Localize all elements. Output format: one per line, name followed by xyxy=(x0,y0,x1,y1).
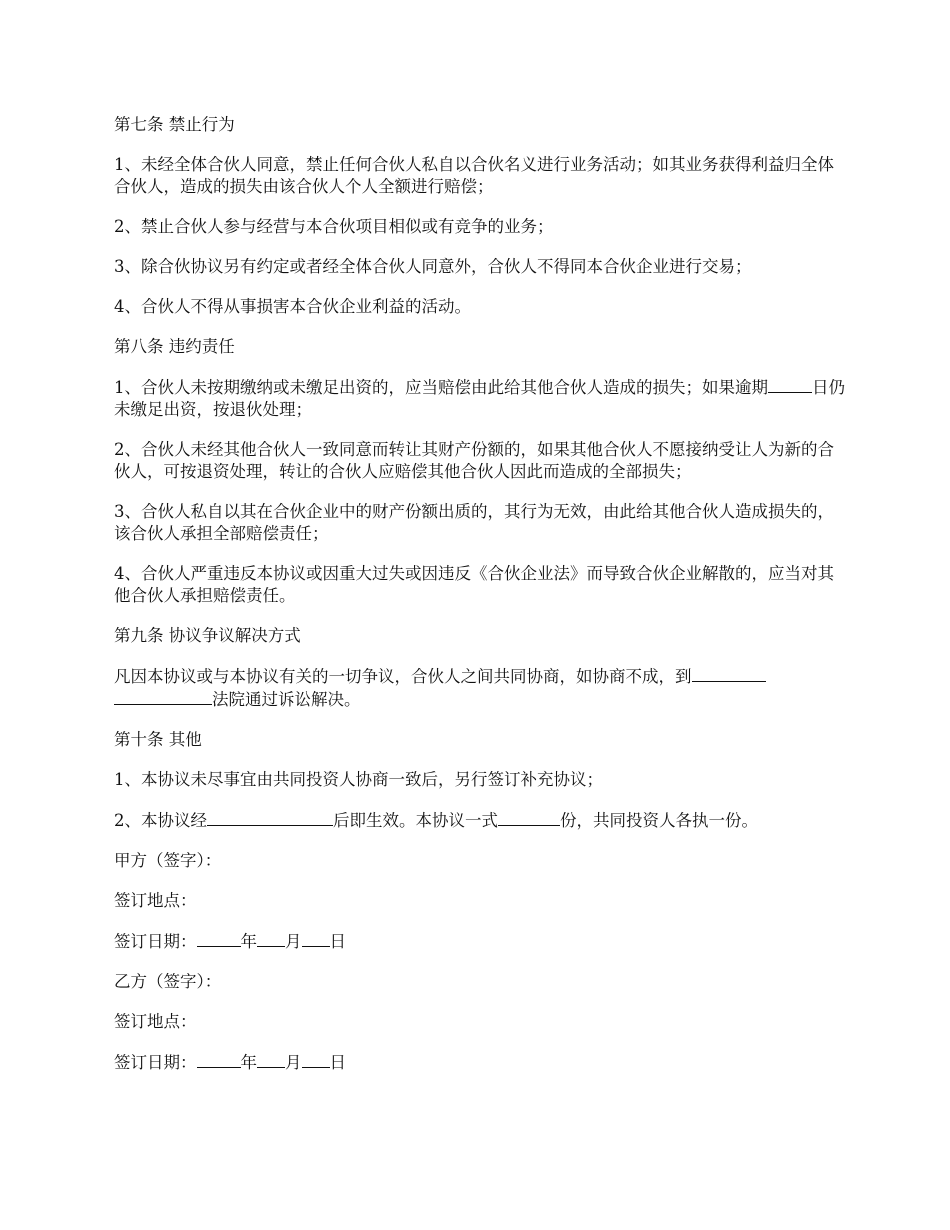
party-b-month-blank xyxy=(257,1051,285,1068)
court-name-blank-1 xyxy=(692,665,766,682)
document-body xyxy=(114,114,849,1092)
article-7-heading: 第七条 禁止行为 xyxy=(114,115,235,134)
article-8-item-1 xyxy=(114,376,849,421)
party-a-date xyxy=(114,930,849,953)
article-10-item-2-text-a: 2、本协议经 xyxy=(114,811,207,830)
party-a-year-label: 年 xyxy=(240,932,257,951)
party-a-signature: 甲方（签字）： xyxy=(114,851,222,870)
article-8-item-2: 2、合伙人未经其他合伙人一致同意而转让其财产份额的，如果其他合伙人不愿接纳受让人为新的合伙人，可按退资处理，转让的合伙人应赔偿其他合伙人因此而造成的全部损失； xyxy=(114,440,834,481)
article-8-item-1-text-b: 日仍未缴足出资，按退伙处理； xyxy=(114,378,845,419)
article-7-item-2: 2、禁止合伙人参与经营与本合伙项目相似或有竞争的业务； xyxy=(114,217,554,236)
article-8-item-1-text-a: 1、合伙人未按期缴纳或未缴足出资的，应当赔偿由此给其他合伙人造成的损失；如果逾期 xyxy=(114,378,768,397)
article-8-item-3: 3、合伙人私自以其在合伙企业中的财产份额出质的，其行为无效，由此给其他合伙人造成损失的，该合伙人承担全部赔偿责任； xyxy=(114,502,834,543)
party-b-day-blank xyxy=(302,1051,330,1068)
party-b-month-label: 月 xyxy=(285,1053,302,1072)
party-a-place: 签订地点： xyxy=(114,891,197,910)
article-7-item-1: 1、未经全体合伙人同意，禁止任何合伙人私自以合伙名义进行业务活动；如其业务获得利益归全体合伙人，造成的损失由该合伙人个人全额进行赔偿； xyxy=(114,155,834,196)
party-b-date xyxy=(114,1051,849,1074)
article-9-text-b: 法院通过诉讼解决。 xyxy=(212,690,361,709)
article-10-item-2-text-c: 份，共同投资人各执一份。 xyxy=(560,811,758,830)
article-7-item-4: 4、合伙人不得从事损害本合伙企业利益的活动。 xyxy=(114,297,471,316)
article-8-item-4: 4、合伙人严重违反本协议或因重大过失或因违反《合伙企业法》而导致合伙企业解散的，应当对其他合伙人承担赔偿责任。 xyxy=(114,564,834,605)
overdue-days-blank xyxy=(768,376,812,393)
article-9-text xyxy=(114,665,849,711)
party-a-date-label: 签订日期： xyxy=(114,932,197,951)
article-10-heading: 第十条 其他 xyxy=(114,730,202,749)
party-a-month-label: 月 xyxy=(285,932,302,951)
party-b-signature: 乙方（签字）： xyxy=(114,972,222,991)
party-b-year-label: 年 xyxy=(240,1053,257,1072)
party-b-year-blank xyxy=(197,1051,241,1068)
article-9-heading: 第九条 协议争议解决方式 xyxy=(114,626,301,645)
article-10-item-2 xyxy=(114,809,849,832)
party-a-day-blank xyxy=(302,930,330,947)
party-b-day-label: 日 xyxy=(329,1053,346,1072)
copies-count-blank xyxy=(498,809,560,826)
party-b-place: 签订地点： xyxy=(114,1012,197,1031)
article-10-item-2-text-b: 后即生效。本协议一式 xyxy=(333,811,498,830)
article-9-text-a: 凡因本协议或与本协议有关的一切争议，合伙人之间共同协商，如协商不成，到 xyxy=(114,667,692,686)
party-a-month-blank xyxy=(257,930,285,947)
article-7-item-3: 3、除合伙协议另有约定或者经全体合伙人同意外，合伙人不得同本合伙企业进行交易； xyxy=(114,257,752,276)
article-8-heading: 第八条 违约责任 xyxy=(114,337,235,356)
article-10-item-1: 1、本协议未尽事宜由共同投资人协商一致后，另行签订补充协议； xyxy=(114,770,603,789)
party-b-date-label: 签订日期： xyxy=(114,1053,197,1072)
party-a-year-blank xyxy=(197,930,241,947)
effective-condition-blank xyxy=(207,809,333,826)
court-name-blank-2 xyxy=(114,688,212,705)
party-a-day-label: 日 xyxy=(329,932,346,951)
